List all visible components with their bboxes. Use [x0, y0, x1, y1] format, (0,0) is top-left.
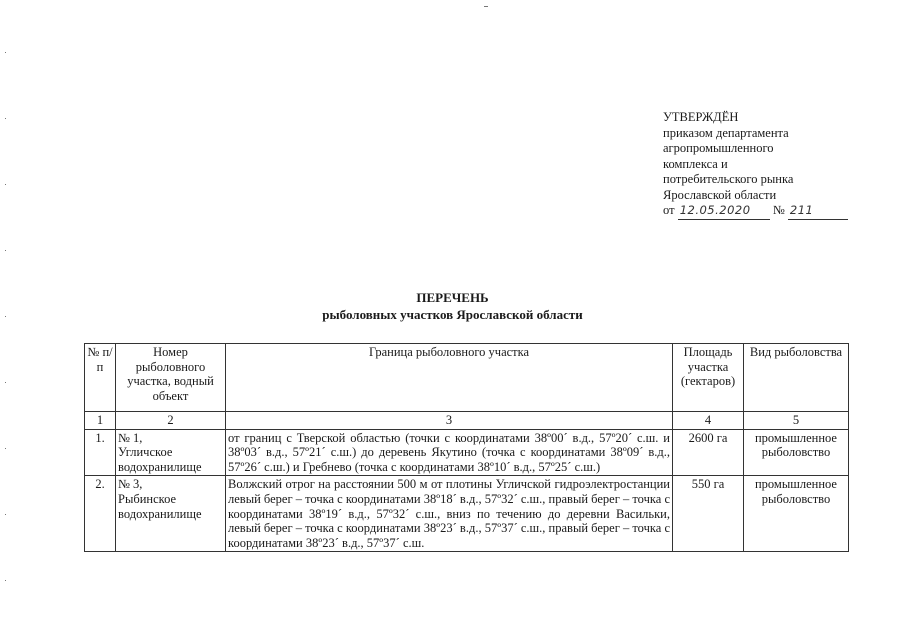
title-line-2: рыболовных участков Ярославской области — [322, 307, 583, 322]
water-body: Угличское водохранилище — [118, 445, 202, 474]
header-cell: Номер рыболовного участка, водный объект — [116, 344, 226, 412]
scan-speck — [5, 448, 6, 449]
fishing-plots-table — [84, 343, 849, 552]
plot-name-cell — [116, 429, 226, 476]
header-cell: Граница рыболовного участка — [226, 344, 673, 412]
plot-number: № 1, — [118, 430, 143, 445]
plot-name-cell — [116, 476, 226, 552]
column-number: 5 — [744, 412, 849, 430]
approval-line: УТВЕРЖДЁН — [663, 110, 739, 124]
scan-speck — [5, 250, 6, 251]
handwritten-date: 12.05.2020 — [678, 203, 770, 220]
scan-speck — [5, 514, 6, 515]
column-number: 1 — [85, 412, 116, 430]
number-label: № — [772, 203, 785, 217]
document-title — [0, 289, 905, 323]
plot-border: Волжский отрог на расстоянии 500 м от плотины Угличской гидроэлектростанции левый берег – точка с координатами 38º18´ в.д., 57º32´ с.ш., правый берег – точка с координатами 38º19´ в.д., 57º32´ с.ш., вниз по течению до деревни Васильки, левый берег – точка с координатами 38º23´ в.д., 57º37´ с.ш., правый берег – точка с координатами 38º23´ в.д., 57º37´ с.ш. — [226, 476, 673, 552]
approval-line: агропромышленного — [663, 141, 774, 155]
scan-speck — [5, 580, 6, 581]
header-cell: Вид рыболовства — [744, 344, 849, 412]
plot-area: 550 га — [673, 476, 744, 552]
plot-number: № 3, — [118, 477, 143, 492]
approval-line: Ярославской области — [663, 187, 777, 202]
table-row — [85, 429, 849, 476]
row-number: 2. — [85, 476, 116, 552]
plot-border: от границ с Тверской областью (точки с координатами 38º00´ в.д., 57º20´ с.ш. и 38º03´ в.д., 57º21´ с.ш.) до деревень Якутино (точка с координатами 38º09´ в.д., 57º26´ с.ш.) и Гребнево (точка с координатами 38º10´ в.д., 57º25´ с.ш.) — [226, 429, 673, 476]
fishing-type: промышленное рыболовство — [744, 429, 849, 476]
fishing-type: промышленное рыболовство — [744, 476, 849, 552]
row-number: 1. — [85, 429, 116, 476]
table-row — [85, 476, 849, 552]
column-number-row — [85, 412, 849, 430]
handwritten-number: 211 — [788, 203, 848, 220]
scan-speck — [484, 6, 488, 7]
column-number: 3 — [226, 412, 673, 430]
scan-speck — [5, 184, 6, 185]
approval-line: комплекса и — [663, 156, 728, 171]
approval-line: потребительского рынка — [663, 172, 794, 186]
header-cell: № п/п — [85, 344, 116, 412]
plot-area: 2600 га — [673, 429, 744, 476]
scan-speck — [5, 52, 6, 53]
header-cell: Площадь участка (гектаров) — [673, 344, 744, 412]
approval-block — [663, 110, 863, 220]
from-label: от — [663, 203, 675, 217]
scan-speck — [5, 382, 6, 383]
table-header-row — [85, 344, 849, 412]
approval-line: приказом департамента — [663, 125, 789, 140]
column-number: 2 — [116, 412, 226, 430]
approval-date-number — [663, 203, 863, 220]
title-line-1: ПЕРЕЧЕНЬ — [416, 290, 489, 305]
water-body: Рыбинское водохранилище — [118, 491, 202, 521]
scan-speck — [5, 118, 6, 119]
column-number: 4 — [673, 412, 744, 430]
